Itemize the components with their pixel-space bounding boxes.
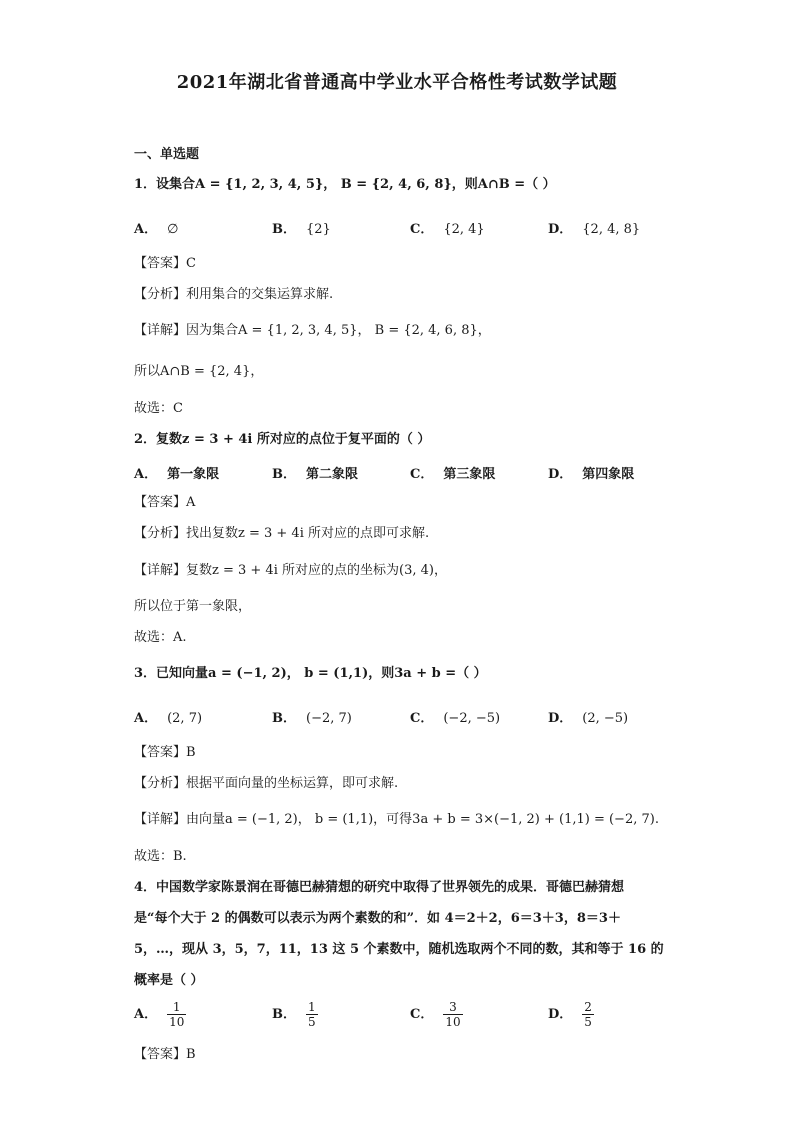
option-d: D． {2, 4, 8} (548, 222, 641, 237)
question-3-analysis: 【分析】根据平面向量的坐标运算，即可求解. (134, 776, 399, 791)
question-3-stem: 3．已知向量a = (−1, 2)， b = (1,1)，则3a + b =（ ） (134, 666, 487, 681)
option-d: D． $\frac{2}{5}$ (548, 1000, 592, 1029)
question-3-options (134, 707, 694, 725)
fraction: $\frac{1}{5}$ (308, 1000, 316, 1029)
question-3-detail: 【详解】由向量a = (−1, 2)， b = (1,1)，可得3a + b = 3×(−1, 2) + (1,1) = (−2, 7). (134, 812, 659, 827)
option-d: D． 第四象限 (548, 467, 635, 482)
question-2-options (134, 463, 694, 481)
option-a: A． ∅ (134, 222, 179, 237)
option-b: B． $\frac{1}{5}$ (272, 1000, 316, 1029)
option-d: D． (2, −5) (548, 711, 629, 726)
option-a: A． 第一象限 (134, 467, 220, 482)
question-1-answer: 【答案】C (134, 256, 196, 271)
question-1-analysis: 【分析】利用集合的交集运算求解. (134, 287, 334, 302)
option-c: C． 第三象限 (410, 467, 496, 482)
option-c: C． $\frac{3}{10}$ (410, 1000, 461, 1029)
question-1-stem: 1．设集合A = {1, 2, 3, 4, 5}， B = {2, 4, 6, 8}，则A∩B =（ ） (134, 177, 556, 192)
question-3-answer: 【答案】B (134, 745, 196, 760)
question-2-conclusion: 故选：A. (134, 630, 187, 645)
question-1-conclusion: 故选：C (134, 401, 183, 416)
question-4-stem (134, 872, 670, 996)
fraction: $\frac{2}{5}$ (584, 1000, 592, 1029)
question-1-detail-2: 所以A∩B = {2, 4}， (134, 364, 264, 379)
option-b: B． {2} (272, 222, 331, 237)
option-c: C． {2, 4} (410, 222, 485, 237)
option-b: B． (−2, 7) (272, 711, 352, 726)
option-b: B． 第二象限 (272, 467, 359, 482)
page-title: 2021年湖北省普通高中学业水平合格性考试数学试题 (176, 72, 618, 93)
fraction: $\frac{1}{10}$ (169, 1000, 185, 1029)
question-2-detail: 【详解】复数z = 3 + 4i 所对应的点的坐标为(3, 4)， (134, 563, 447, 578)
option-a: A． $\frac{1}{10}$ (134, 1000, 185, 1029)
question-4-line-4: 概率是（ ） (134, 973, 204, 988)
question-2-detail-2: 所以位于第一象限， (134, 599, 252, 614)
section-heading: 一、单选题 (134, 147, 200, 162)
question-2-analysis: 【分析】找出复数z = 3 + 4i 所对应的点即可求解. (134, 526, 430, 541)
option-c: C． (−2, −5) (410, 711, 501, 726)
fraction: $\frac{3}{10}$ (445, 1000, 461, 1029)
option-a: A． (2, 7) (134, 711, 203, 726)
question-4-line-1: 4．中国数学家陈景润在哥德巴赫猜想的研究中取得了世界领先的成果．哥德巴赫猜想 (134, 880, 625, 895)
question-4-line-2: 是“每个大于 2 的偶数可以表示为两个素数的和”．如 4＝2＋2，6＝3＋3，8＝3＋ (134, 911, 621, 926)
question-3-conclusion: 故选：B. (134, 849, 187, 864)
question-4-options (134, 1000, 694, 1034)
question-2-answer: 【答案】A (134, 495, 196, 510)
question-4-answer: 【答案】B (134, 1047, 196, 1062)
question-1-detail: 【详解】因为集合A = {1, 2, 3, 4, 5}， B = {2, 4, 6, 8}， (134, 323, 491, 338)
question-4-line-3: 5，…，现从 3，5，7，11，13 这 5 个素数中，随机选取两个不同的数，其和等于 16 的 (134, 942, 664, 957)
question-2-stem: 2．复数z = 3 + 4i 所对应的点位于复平面的（ ） (134, 432, 431, 447)
question-1-options (134, 218, 694, 236)
